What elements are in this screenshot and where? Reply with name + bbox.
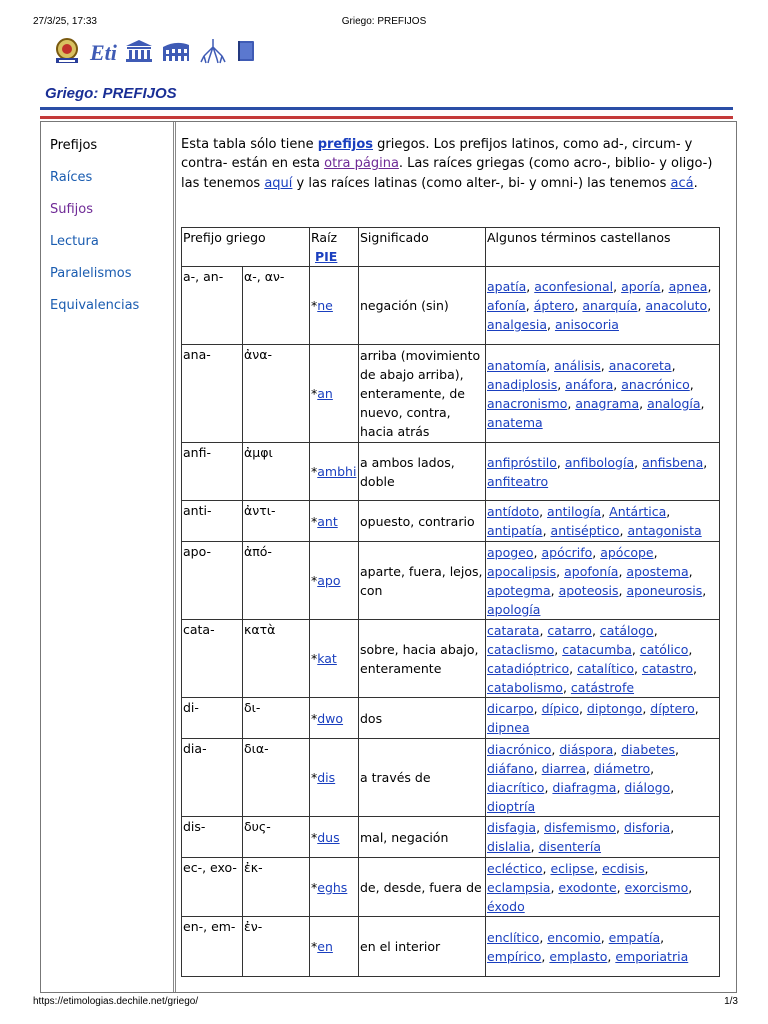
term-link[interactable]: empatía	[608, 929, 661, 945]
sidebar-item-raices[interactable]: Raíces	[50, 170, 93, 185]
term-link[interactable]: disfemismo	[544, 820, 617, 835]
greek-cell: ἀπό-	[243, 542, 310, 620]
term-link[interactable]: aponeurosis	[626, 582, 703, 598]
term-link[interactable]: catadióptrico	[487, 660, 570, 676]
term-link[interactable]: exodonte	[558, 879, 617, 895]
term-link[interactable]: apogeo	[487, 544, 534, 560]
term-link[interactable]: anfibología	[564, 454, 635, 470]
prefix-cell: en-, em-	[182, 917, 243, 977]
term-link[interactable]: diámetro	[593, 760, 651, 776]
table-row	[182, 345, 720, 443]
root-link[interactable]: dis	[317, 770, 336, 785]
sidebar	[45, 122, 174, 993]
term-link[interactable]: catarata	[487, 622, 540, 638]
terms-cell: anatomía, análisis, anacoreta, anadiplosis, anáfora, anacrónico, anacronismo, anagrama, analogía, anatema	[486, 345, 720, 443]
header-raiz	[310, 228, 359, 267]
prefix-cell: cata-	[182, 620, 243, 698]
table-row	[182, 542, 720, 620]
term-link[interactable]: católico	[639, 641, 689, 657]
prefix-cell: di-	[182, 698, 243, 739]
table-row	[182, 739, 720, 817]
root-link[interactable]: an	[317, 386, 333, 401]
term-link[interactable]: análisis	[554, 357, 601, 373]
term-link[interactable]: diáspora	[559, 741, 614, 757]
root-cell: *kat	[310, 620, 359, 698]
header-significado: Significado	[359, 228, 486, 267]
page-title: Griego: PREFIJOS	[45, 85, 177, 102]
term-link[interactable]: éxodo	[487, 898, 525, 914]
term-link[interactable]: diálogo	[624, 779, 671, 795]
terms-cell: catarata, catarro, catálogo, cataclismo, catacumba, católico, catadióptrico, catalítico, catastro, catabolismo, catástrofe	[486, 620, 720, 698]
term-link[interactable]: anisocoria	[554, 317, 619, 332]
term-link[interactable]: ecléctico	[487, 860, 543, 876]
divider-blue	[40, 107, 733, 110]
otra-pagina-link[interactable]: otra página	[324, 156, 399, 172]
intro-text: . Las raíces griegas (como acro-, biblio- y oligo-) las tenemos	[181, 156, 713, 191]
term-link[interactable]: ecdisis	[602, 860, 645, 876]
term-link[interactable]: Antártica	[609, 504, 667, 519]
term-link[interactable]: cataclismo	[487, 641, 555, 657]
greek-cell: δι-	[243, 698, 310, 739]
term-link[interactable]: antídoto	[487, 504, 540, 519]
terms-cell: enclítico, encomio, empatía, empírico, emplasto, emporiatria	[486, 917, 720, 977]
table-row	[182, 620, 720, 698]
term-link[interactable]: aconfesional	[534, 279, 614, 294]
term-link[interactable]: catacumba	[562, 641, 632, 657]
term-link[interactable]: anarquía	[582, 298, 638, 313]
intro-text: Esta tabla sólo tiene	[181, 137, 318, 152]
terms-cell: apatía, aconfesional, aporía, apnea, afonía, áptero, anarquía, anacoluto, analgesia, anisocoria	[486, 267, 720, 345]
header-terminos: Algunos términos castellanos	[486, 228, 720, 267]
prefix-cell: apo-	[182, 542, 243, 620]
root-link[interactable]: ne	[317, 298, 333, 313]
meaning-cell: a ambos lados, doble	[359, 443, 486, 501]
term-link[interactable]: diarrea	[541, 760, 586, 776]
term-link[interactable]: diacrónico	[487, 741, 552, 757]
root-cell: *ant	[310, 501, 359, 542]
temple-icon[interactable]	[125, 39, 153, 67]
term-link[interactable]: eclipse	[550, 860, 595, 876]
table-header-row	[182, 228, 720, 267]
term-link[interactable]: anfisbena	[642, 454, 704, 470]
header-icons	[52, 38, 257, 68]
root-link[interactable]: dwo	[317, 710, 344, 726]
term-link[interactable]: anacrónico	[621, 376, 690, 392]
terms-cell: antídoto, antilogía, Antártica, antipatía, antiséptico, antagonista	[486, 501, 720, 542]
print-url: https://etimologias.dechile.net/griego/	[33, 996, 199, 1007]
root-cell: *dwo	[310, 698, 359, 739]
term-link[interactable]: antiséptico	[550, 523, 620, 538]
term-link[interactable]: dipnea	[487, 720, 530, 735]
term-link[interactable]: empírico	[487, 948, 542, 964]
term-link[interactable]: catarro	[547, 622, 592, 638]
colosseum-icon[interactable]	[161, 39, 191, 67]
prefix-cell: dis-	[182, 817, 243, 858]
term-link[interactable]: disentería	[538, 839, 602, 854]
prefix-cell: a-, an-	[182, 267, 243, 345]
sidebar-item-paralelismos[interactable]: Paralelismos	[50, 266, 132, 281]
book-icon[interactable]	[235, 39, 257, 67]
meaning-cell: negación (sin)	[359, 267, 486, 345]
term-link[interactable]: aporía	[621, 279, 661, 294]
print-datetime: 27/3/25, 17:33	[33, 16, 97, 27]
term-link[interactable]: catabolismo	[487, 679, 563, 695]
table-row	[182, 501, 720, 542]
terms-cell: apogeo, apócrifo, apócope, apocalipsis, apofonía, apostema, apotegma, apoteosis, aponeurosis, apología	[486, 542, 720, 620]
meaning-cell: opuesto, contrario	[359, 501, 486, 542]
meaning-cell: mal, negación	[359, 817, 486, 858]
term-link[interactable]: apofonía	[564, 563, 619, 579]
table-row	[182, 443, 720, 501]
terms-cell: ecléctico, eclipse, ecdisis, eclampsia, exodonte, exorcismo, éxodo	[486, 858, 720, 917]
prefix-cell: ec-, exo-	[182, 858, 243, 917]
roots-icon[interactable]	[199, 38, 227, 68]
terms-cell: disfagia, disfemismo, disforia, dislalia, disentería	[486, 817, 720, 858]
root-cell: *ne	[310, 267, 359, 345]
root-cell: *an	[310, 345, 359, 443]
term-link[interactable]: dislalia	[487, 839, 531, 854]
greek-cell: ἀμφι	[243, 443, 310, 501]
term-link[interactable]: disforia	[623, 820, 671, 835]
term-link[interactable]: diacrítico	[487, 779, 545, 795]
term-link[interactable]: diabetes	[621, 741, 676, 757]
term-link[interactable]: apocalipsis	[487, 563, 557, 579]
term-link[interactable]: áptero	[533, 298, 575, 313]
term-link[interactable]: anfiteatro	[487, 473, 549, 489]
terms-cell: dicarpo, dípico, diptongo, díptero, dipnea	[486, 698, 720, 739]
term-link[interactable]: analogía	[647, 395, 701, 411]
term-link[interactable]: apoteosis	[558, 582, 619, 598]
term-link[interactable]: díptero	[650, 701, 695, 716]
greek-cell: δυς-	[243, 817, 310, 858]
term-link[interactable]: apostema	[626, 563, 689, 579]
term-link[interactable]: anacoluto	[645, 298, 708, 313]
term-link[interactable]: catálogo	[599, 622, 654, 638]
terms-cell: diacrónico, diáspora, diabetes, diáfano, diarrea, diámetro, diacrítico, diafragma, diálogo, dioptría	[486, 739, 720, 817]
term-link[interactable]: anatema	[487, 414, 543, 430]
term-link[interactable]: anacronismo	[487, 395, 568, 411]
term-link[interactable]: antagonista	[627, 523, 702, 538]
table-row	[182, 698, 720, 739]
prefix-cell: anti-	[182, 501, 243, 542]
intro-paragraph	[181, 135, 726, 193]
term-link[interactable]: analgesia	[487, 317, 547, 332]
root-cell: *ambhi	[310, 443, 359, 501]
print-title: Griego: PREFIJOS	[341, 16, 427, 27]
divider-red	[40, 116, 733, 119]
root-link[interactable]: ant	[317, 513, 338, 529]
term-link[interactable]: catalítico	[577, 660, 635, 676]
term-link[interactable]: emporiatria	[615, 948, 689, 964]
term-link[interactable]: anacoreta	[608, 357, 672, 373]
main-content	[175, 122, 736, 993]
root-cell: *dis	[310, 739, 359, 817]
table-row	[182, 267, 720, 345]
table-row	[182, 817, 720, 858]
root-link[interactable]: apo	[317, 573, 341, 588]
term-link[interactable]: apatía	[487, 279, 527, 294]
root-link[interactable]: ambhi	[317, 464, 357, 479]
root-link[interactable]: en	[317, 939, 333, 954]
greek-cell: ἀνα-	[243, 345, 310, 443]
intro-text: .	[693, 175, 698, 191]
term-link[interactable]: apócope	[600, 544, 654, 560]
term-link[interactable]: emplasto	[549, 948, 608, 964]
root-cell: *dus	[310, 817, 359, 858]
terms-cell: anfipróstilo, anfibología, anfisbena, anfiteatro	[486, 443, 720, 501]
prefix-cell: ana-	[182, 345, 243, 443]
meaning-cell: en el interior	[359, 917, 486, 977]
meaning-cell: dos	[359, 698, 486, 739]
term-link[interactable]: antilogía	[547, 504, 602, 519]
root-link[interactable]: kat	[317, 651, 337, 666]
greek-cell: ἐκ-	[243, 858, 310, 917]
term-link[interactable]: catástrofe	[570, 679, 635, 695]
intro-text: griegos. Los prefijos latinos, como ad-, circum- y contra- están en esta	[181, 137, 693, 172]
sidebar-item-prefijos[interactable]: Prefijos	[50, 138, 98, 153]
table-row	[182, 917, 720, 977]
term-link[interactable]: anatomía	[487, 357, 547, 373]
term-link[interactable]: antipatía	[487, 523, 543, 538]
greek-cell: δια-	[243, 739, 310, 817]
term-link[interactable]: dioptría	[487, 798, 536, 814]
print-page: 1/3	[724, 996, 738, 1007]
term-link[interactable]: eclampsia	[487, 879, 551, 895]
root-cell: *apo	[310, 542, 359, 620]
term-link[interactable]: diptongo	[586, 701, 643, 716]
term-link[interactable]: enclítico	[487, 929, 540, 945]
term-link[interactable]: apócrifo	[541, 544, 593, 560]
prefix-table	[181, 227, 720, 977]
term-link[interactable]: anagrama	[575, 395, 640, 411]
eti-logo[interactable]: Eti	[90, 40, 117, 65]
term-link[interactable]: anadiplosis	[487, 376, 558, 392]
prefix-cell: anfi-	[182, 443, 243, 501]
term-link[interactable]: afonía	[487, 298, 526, 313]
root-link[interactable]: dus	[317, 829, 340, 845]
root-cell: *en	[310, 917, 359, 977]
meaning-cell: aparte, fuera, lejos, con	[359, 542, 486, 620]
term-link[interactable]: catastro	[641, 660, 693, 676]
header-prefijo: Prefijo griego	[182, 228, 310, 267]
term-link[interactable]: apnea	[668, 279, 708, 294]
term-link[interactable]: anáfora	[565, 376, 614, 392]
pie-link[interactable]: PIE	[315, 249, 338, 264]
greek-cell: ἐν-	[243, 917, 310, 977]
sidebar-item-equivalencias[interactable]: Equivalencias	[50, 298, 140, 313]
root-link[interactable]: eghs	[317, 879, 348, 895]
sidebar-item-sufijos[interactable]: Sufijos	[50, 202, 94, 217]
meaning-cell: sobre, hacia abajo, enteramente	[359, 620, 486, 698]
term-link[interactable]: disfagia	[487, 820, 537, 835]
prefix-cell: dia-	[182, 739, 243, 817]
greek-cell: κατὰ	[243, 620, 310, 698]
greek-cell: ἀντι-	[243, 501, 310, 542]
content-frame	[40, 121, 737, 993]
term-link[interactable]: apotegma	[487, 582, 551, 598]
meaning-cell: de, desde, fuera de	[359, 858, 486, 917]
intro-text: y las raíces latinas (como alter-, bi- y omni-) las tenemos	[292, 175, 671, 191]
term-link[interactable]: diafragma	[552, 779, 617, 795]
term-link[interactable]: diáfano	[487, 760, 534, 776]
table-row	[182, 858, 720, 917]
seal-icon[interactable]	[52, 36, 82, 70]
prefijos-link[interactable]: prefijos	[317, 137, 374, 152]
aca-link[interactable]: acá	[670, 175, 694, 191]
meaning-cell: a través de	[359, 739, 486, 817]
root-cell: *eghs	[310, 858, 359, 917]
term-link[interactable]: dicarpo	[487, 701, 534, 716]
greek-cell: α-, αν-	[243, 267, 310, 345]
term-link[interactable]: exorcismo	[624, 879, 689, 895]
sidebar-item-lectura[interactable]: Lectura	[50, 234, 99, 249]
term-link[interactable]: encomio	[547, 929, 601, 945]
header-raiz-label: Raíz	[311, 230, 338, 245]
meaning-cell: arriba (movimiento de abajo arriba), enteramente, de nuevo, contra, hacia atrás	[359, 345, 486, 443]
term-link[interactable]: dípico	[541, 701, 579, 716]
term-link[interactable]: apología	[487, 601, 541, 617]
aqui-link[interactable]: aquí	[264, 175, 293, 191]
term-link[interactable]: anfipróstilo	[487, 454, 557, 470]
